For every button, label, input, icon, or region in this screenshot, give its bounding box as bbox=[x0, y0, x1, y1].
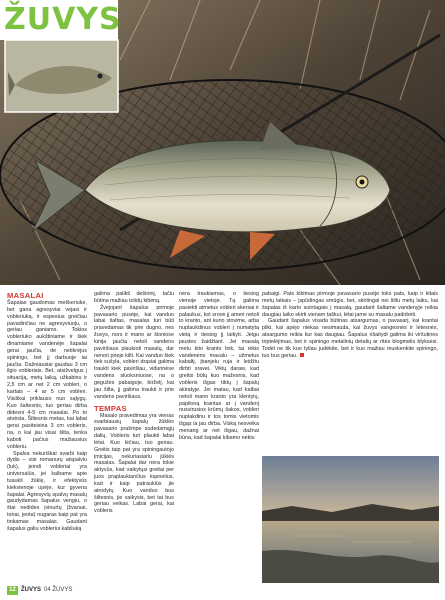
footer-brand: ŽUVYS bbox=[21, 587, 42, 593]
section-heading-masalai: MASALAI bbox=[7, 291, 44, 300]
magazine-logo: ŽUVYS bbox=[4, 2, 122, 37]
text-column-1 bbox=[7, 291, 87, 533]
chub-in-net-illustration bbox=[0, 0, 445, 285]
paragraph: Gaudant šapalus visada būtinas atsargumas, o pavasarį, kai krantai pliki, kai apėjo niekas nesimauda, kai žuvys vangesnės ir lėtesnės, atsargumo reikia kur kas daugiau. Šapalus rišaitydi galima iki viršutines triptelėjimas, bet ir spiningo metalinių detalių ar ritės blogmelis blyksėsi. Todėl ne tik kuo tyliau judėkite, bet ir kuo mažiau muskenkite spiningo, tuo bus geriau. bbox=[262, 318, 438, 359]
page-footer bbox=[7, 584, 72, 596]
page-number: 12 bbox=[7, 586, 18, 595]
fish-photo bbox=[0, 0, 445, 285]
text-column-3 bbox=[179, 291, 259, 442]
section-heading-tempas: TEMPAS bbox=[94, 403, 127, 413]
text-column-2 bbox=[94, 291, 174, 515]
inset-fish-photo bbox=[5, 40, 118, 112]
footer-issue: 04 ŽUVYS bbox=[44, 587, 73, 593]
paragraph: galima palikti dešininį, tačiu būtina mažiau tolidų kibimą. bbox=[94, 291, 174, 304]
paragraph: pabaigi. Pats kibimas pirmoje pavasario pusėje toks pats, kaip ir kitais metų laikais – įspūdingas smūgis, bet, skirtingai nei šiltu metų laiku, kai šapalas iš karto suintagais į masalą, gaudant šaltame vandenyje reikia daugiau laiko skirti vienam taškui, lėtai jame su masalu padirbėti. bbox=[262, 291, 438, 318]
river-landscape-photo bbox=[262, 456, 439, 583]
article-end-mark bbox=[300, 353, 304, 357]
text-column-4 bbox=[262, 291, 438, 359]
brand-header bbox=[0, 0, 122, 40]
paragraph: Masalo pravedimas yra vienas svarbiausių šapalų žūklės pavasario prašmpe sudedamąjų dalių. Vobleris turi plaukti labai lėtai. Kuo lėčiau, tuo geriau. Greitis taip pat yra spiningautojo įmicijas, nekuriasiarlu jūkiės masalas. Šapalai dar nėra tokie aktyvūs, kad vaikytųsi greitai per juos praplaukiančius kąsnelius, kad ir kaip patrauklūs jie atrodytų. Kuo vanduo bus šiltesnis, jie vaikysis, bet tai bus geriau veikas. Labai gerai, kai vobleris bbox=[94, 412, 174, 515]
paragraph: Šapalas gaudomas meškeriuke, bet gana agresyviai vejasi ir vobleriuką, ir espesius greičiau pavadinčiau ne agresyviuoju, o geriau ganiams. Tokios vobleriuko aukštiniame ir šiek dinamiame vandenėje šapalai gerai jaučia, de netikrėjus spiningo, bet jį darbuoje iai jaučia. Dažniausiai gaudau 3 cm ilgio vobleriais. Bet, atsižvelgus į situaciją, metų laiką, užkabinu ir 2,5 cm ar net 2 cm vobleri, o kartais – 4 ar 5 cm vobleri. Visiškai priklauso nuo sąlygų. Kuo šaltesnis, tuo geriau dirba didesni 4-5 cm masalai. Po to atvėsta. Šiltesnis metas, kai labai gerai pasiteisina 3 cm vobleris, na, o kai jau visai šilta, tenka kaboti pačius mažiausius vobleriu. bbox=[7, 300, 87, 450]
paragraph: Žvejojant šapalus pirmoje pavasario pusėje, kai vanduo labai šaltas, masalas turi būti pravedamas tik prie dugno, nes žuvys, nors ir mano ar šioniose kinija jaučia netoli vandens paviršiaus plaukioti masalų, dar nenori prieje kilti. Kai vanduo šiek tiek sušyla, vobleri drąsiai galima traukti kiek paviršiau, vidurinėse vandens sluoksniuose, na o gegužės pabaigoje, birželį, kai jau šilta, jį galima traukti ir prie vandens paviršiaus. bbox=[94, 304, 175, 400]
paragraph: nėra traukiamas, o tiesiog vienoje vietoje. Tą galima pasiekti atmetus vobleri skersai ir palaukus, kol srovė jį ameri netoli to kranto, ant kurio stovime, arba nuplaukdinus vobleri į numatytą vietą ir tiesiog jį laikyti. Jeigu jaustes žaidžiant. Jei masalą metu kito kranto link, tai rėkis vandenėns masalu – užmetus kabaltį, įbanjelu ruja ir leidžiu dirbti sravei. Vikių daraw, kad greitis būtų kuo mažesnis, kad vobleris išgas tiktų į šapalų akiratyje. Jei matau, kad kalbai netoli mano kranto yra klentylų, papiloną krantas ar į vandenį nusvirusios krūmų šakos, vobleri nuplakdinu ir tos tomis vietomis išgąs ia jau dirba. Viską nesveika menang ar net išgau, dažnai būna, kad šapalai kibamo nekiu bbox=[179, 291, 259, 441]
paragraph: Spalva nekuriškai svarbi kaip dydis – visi romanurų atspalviu (tuk), jeindi vobleriai yra universalūs, jei kalbame apie tuaukš žūklę, ir efektyvūs kiekvienoje upėje, kur gyvena šapalai. Agresyvių spalvų masalų gaudydamas šapalus vengiu, o štai nedides įvinurtų (žvarsai, tonai, jeota) nugaras kaip pat yra tinkamas masalas. Gaudant šapalus galiu vobleriui kabliuką bbox=[7, 450, 87, 532]
